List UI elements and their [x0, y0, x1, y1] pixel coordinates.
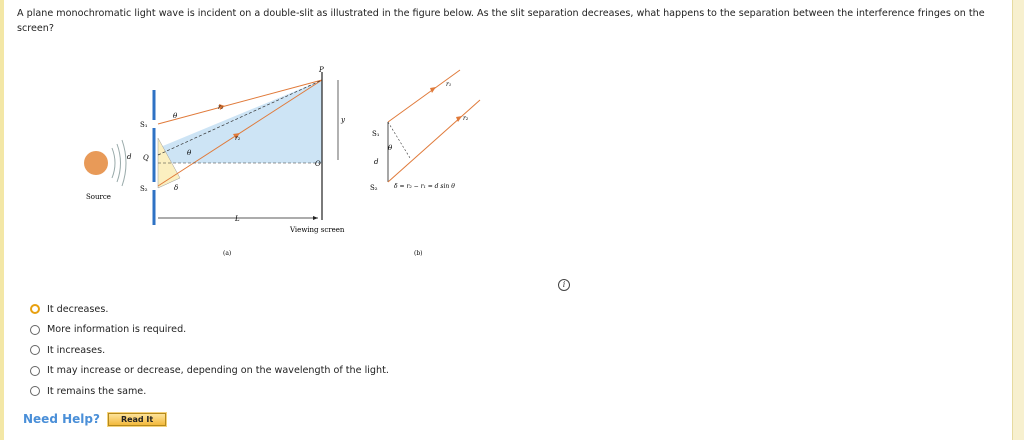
r1-label: r₁: [218, 104, 224, 111]
double-slit-figure: [70, 60, 590, 260]
source-label: Source: [86, 193, 111, 201]
panel-a-label: (a): [223, 250, 232, 257]
panel-b-s2-label: S₂: [370, 184, 378, 192]
panel-b-label: (b): [414, 250, 423, 257]
viewing-screen-label: Viewing screen: [290, 226, 345, 234]
answer-choices: [30, 299, 389, 402]
right-scroll-area: [1012, 0, 1024, 440]
choice-label: More information is required.: [47, 324, 187, 336]
l-label: L: [235, 215, 240, 223]
panel-b-perpendicular: [388, 122, 410, 158]
radio-icon[interactable]: [30, 345, 40, 355]
panel-b-ray-r1: [388, 70, 460, 122]
wavefront-3: [122, 140, 126, 186]
radio-icon[interactable]: [30, 366, 40, 376]
radio-selected-icon[interactable]: [30, 304, 40, 314]
figure-svg: [70, 60, 590, 260]
need-help-section: [23, 412, 166, 426]
panel-b-r1-label: r₁: [446, 81, 452, 88]
wavefront-1: [112, 148, 115, 178]
light-source: [84, 151, 108, 175]
path-triangle: [158, 80, 322, 163]
d-label: d: [127, 153, 132, 161]
radio-icon[interactable]: [30, 325, 40, 335]
question-text: A plane monochromatic light wave is incident on a double-slit as illustrated in the figure below. As the slit separation decreases, what happens to the separation between the interference fringes on the screen?: [17, 8, 985, 34]
choice-it-increases[interactable]: [30, 340, 389, 361]
panel-b-theta-label: θ: [388, 144, 393, 152]
need-help-label: Need Help?: [23, 412, 100, 426]
radio-icon[interactable]: [30, 386, 40, 396]
panel-b-d-label: d: [374, 158, 379, 166]
panel-b-s1-label: S₁: [372, 130, 380, 138]
delta-label: δ: [174, 184, 179, 192]
choice-label: It increases.: [47, 344, 106, 356]
info-icon[interactable]: i: [558, 279, 570, 291]
choice-label: It decreases.: [47, 303, 109, 315]
r2-label: r₂: [235, 135, 241, 142]
choice-label: It may increase or decrease, depending on the wavelength of the light.: [47, 365, 389, 377]
wavefront-2: [117, 144, 121, 182]
s1-label: S₁: [140, 121, 148, 129]
o-label: O: [315, 160, 321, 168]
choice-more-information-required[interactable]: [30, 320, 389, 341]
panel-b-r1-arrow: [430, 87, 436, 93]
theta-label: θ: [173, 112, 178, 120]
p-label: P: [319, 66, 324, 74]
theta-label-2: θ: [187, 149, 192, 157]
choice-remains-same[interactable]: [30, 381, 389, 402]
y-label: y: [341, 116, 345, 124]
left-border: [0, 0, 4, 440]
s2-label: S₂: [140, 185, 148, 193]
panel-b-delta-equation: δ = r₂ − r₁ = d sin θ: [394, 183, 455, 190]
panel-b-r2-label: r₂: [463, 115, 469, 122]
read-it-button[interactable]: Read It: [108, 413, 166, 426]
q-label: Q: [143, 154, 149, 162]
l-arrow: [313, 216, 318, 220]
choice-label: It remains the same.: [47, 385, 147, 397]
choice-depends-on-wavelength[interactable]: [30, 361, 389, 382]
choice-it-decreases[interactable]: [30, 299, 389, 320]
